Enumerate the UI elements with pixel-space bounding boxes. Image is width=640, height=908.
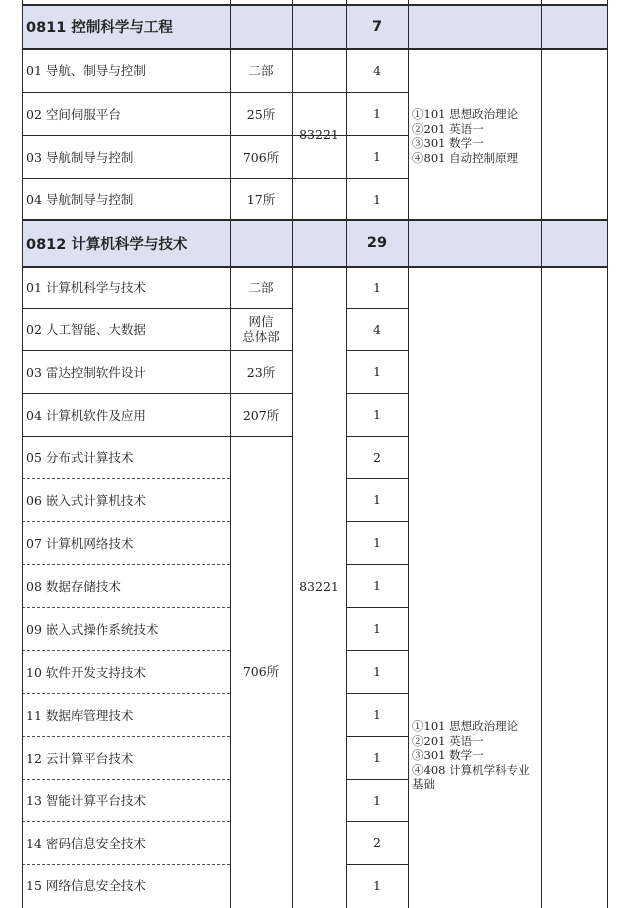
exam-subject: ④408 计算机学科专业 [412,762,530,777]
exam-subject: 基础 [412,777,435,791]
quota-count [346,350,408,393]
major-direction [22,864,230,906]
exam-subjects [412,719,539,792]
quota-count-text: 1 [373,364,381,379]
table-rule [22,266,23,908]
major-direction [22,308,230,350]
major-direction [22,350,230,393]
major-direction-text: 02 空间伺服平台 [26,106,121,122]
major-direction [22,478,230,521]
quota-count-text: 1 [373,707,381,722]
enroll-unit-shared-text: 706所 [242,664,280,679]
quota-count [346,821,408,864]
exam-subject: ③301 数学一 [412,748,484,762]
quota-count [346,308,408,350]
quota-count [346,178,408,220]
quota-count [346,693,408,736]
major-direction-text: 14 密码信息安全技术 [26,835,146,851]
major-direction [22,693,230,736]
major-direction [22,821,230,864]
major-direction [22,736,230,779]
quota-count-text: 1 [373,106,381,121]
enroll-unit-text: 706所 [242,149,280,165]
quota-count [346,266,408,308]
enroll-unit-text: 二部 [248,63,274,78]
quota-count [346,607,408,650]
quota-count-text: 1 [373,621,381,636]
major-direction-text: 01 导航、制导与控制 [26,63,146,78]
quota-count-text: 1 [373,149,381,164]
section-header-count-text: 7 [371,18,383,35]
major-direction-text: 02 人工智能、大数据 [26,322,146,337]
major-direction [22,650,230,693]
table-rule [292,220,293,266]
quota-count-text: 4 [373,62,381,78]
major-direction [22,178,230,220]
enroll-unit-text: 网信 总体部 [242,314,280,344]
enroll-unit-text: 二部 [248,280,274,295]
exam-subject: ①101 思想政治理论 [412,107,519,121]
quota-count-text: 2 [373,449,381,465]
enroll-unit-text: 207所 [242,407,280,423]
exam-code [292,266,346,906]
exam-subject: ②201 英语一 [412,733,484,748]
major-direction-text: 04 计算机软件及应用 [26,407,146,423]
enroll-unit-text: 23所 [246,364,276,380]
exam-subject: ①101 思想政治理论 [412,719,519,733]
section-header-label [22,5,230,48]
enroll-unit-text: 25所 [246,106,276,122]
table-rule [408,266,409,908]
major-direction [22,266,230,308]
table-rule [346,48,347,220]
table-rule [541,266,542,908]
quota-count [346,650,408,693]
enroll-unit [230,308,292,350]
section-header-count [346,220,408,266]
quota-count [346,521,408,564]
quota-count [346,864,408,906]
quota-count [346,736,408,779]
table-rule [292,266,293,908]
quota-count [346,393,408,436]
major-direction [22,779,230,821]
enroll-unit [230,135,292,178]
quota-count [346,48,408,92]
quota-count [346,135,408,178]
major-direction [22,607,230,650]
table-rule [408,48,409,220]
major-direction-text: 05 分布式计算技术 [26,450,134,465]
table-rule [230,48,231,220]
major-direction-text: 11 数据库管理技术 [26,707,134,723]
quota-count-text: 4 [373,321,381,337]
major-direction [22,393,230,436]
quota-count-text: 1 [373,279,381,295]
major-direction [22,48,230,92]
table-rule [541,220,542,266]
major-direction-text: 04 导航制导与控制 [26,192,134,207]
table-rule [607,48,608,220]
exam-subject: ④801 自动控制原理 [412,150,519,165]
quota-count-text: 1 [373,578,381,593]
table-rule [230,220,231,266]
enroll-unit [230,266,292,308]
table-rule [541,5,542,48]
major-direction-text: 06 嵌入式计算机技术 [26,492,146,508]
quota-count-text: 1 [373,407,381,422]
section-header-count-text: 29 [366,235,388,251]
quota-count-text: 1 [373,750,381,765]
table-rule [230,266,231,908]
section-header-label-text: 0812 计算机科学与技术 [26,236,188,253]
table-rule [541,48,542,220]
enroll-unit [230,393,292,436]
section-header-count [346,5,408,48]
major-direction [22,135,230,178]
enroll-unit [230,178,292,220]
major-direction-text: 03 导航制导与控制 [26,149,134,165]
major-direction-text: 08 数据存储技术 [26,578,121,594]
major-direction-text: 07 计算机网络技术 [26,535,134,551]
major-direction [22,92,230,135]
quota-count-text: 1 [373,535,381,550]
table-rule [408,220,409,266]
enroll-unit [230,92,292,135]
major-direction-text: 10 软件开发支持技术 [26,664,146,680]
section-header-label-text: 0811 控制科学与工程 [26,20,173,36]
quota-count-text: 1 [373,191,381,207]
exam-subject: ②201 英语一 [412,121,484,136]
major-direction [22,436,230,478]
table-rule [230,5,231,48]
table-rule [607,5,608,48]
table-rule [346,266,347,908]
major-direction-text: 15 网络信息安全技术 [26,878,146,893]
section-header-label [22,220,230,266]
exam-subject: ③301 数学一 [412,136,484,150]
quota-count-text: 2 [373,835,381,850]
quota-count [346,564,408,607]
quota-count-text: 1 [373,792,381,808]
quota-count-text: 1 [373,877,381,893]
quota-count-text: 1 [373,664,381,679]
quota-count [346,436,408,478]
quota-count [346,92,408,135]
quota-count [346,478,408,521]
major-direction [22,564,230,607]
quota-count [346,779,408,821]
quota-count-text: 1 [373,492,381,507]
enroll-unit [230,350,292,393]
exam-code-text: 83221 [299,578,339,594]
exam-code [292,48,346,220]
enroll-unit [230,48,292,92]
table-rule [408,5,409,48]
major-direction-text: 01 计算机科学与技术 [26,280,146,295]
table-rule [292,5,293,48]
major-direction-text: 13 智能计算平台技术 [26,793,146,808]
major-direction-text: 09 嵌入式操作系统技术 [26,621,159,637]
table-rule [607,266,608,908]
enroll-unit-shared [230,436,292,906]
major-direction-text: 12 云计算平台技术 [26,750,134,766]
table-rule [22,48,23,220]
major-direction [22,521,230,564]
enroll-unit-text: 17所 [246,192,276,207]
table-rule [607,220,608,266]
exam-code-text: 83221 [299,126,339,142]
exam-subjects [412,107,539,165]
major-direction-text: 03 雷达控制软件设计 [26,364,146,380]
